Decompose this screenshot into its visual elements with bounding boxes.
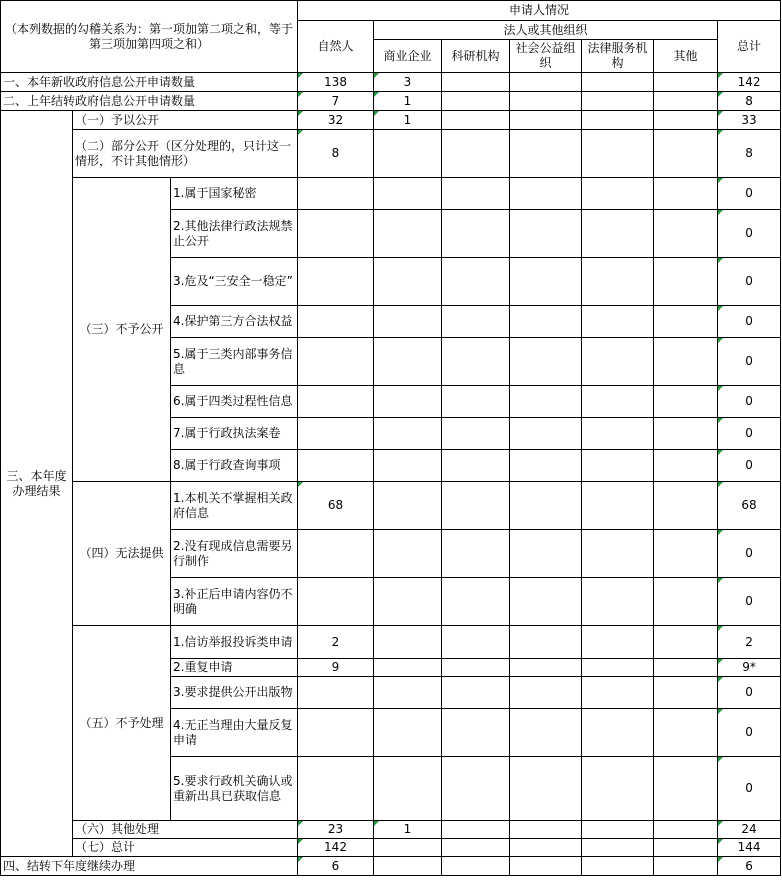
row-label: 2.没有现成信息需要另行制作: [171, 530, 298, 578]
cell-value: [654, 757, 718, 821]
row-label: 四、结转下年度继续办理: [1, 857, 298, 876]
cell-value: [510, 709, 582, 757]
cell-value: [374, 659, 442, 677]
cell-value: [374, 709, 442, 757]
cell-value: [582, 111, 654, 130]
table-row: [1, 857, 781, 876]
cell-value: [442, 578, 510, 626]
cell-value: [582, 338, 654, 386]
cell-value: [298, 338, 374, 386]
cell-value: [654, 578, 718, 626]
cell-value: [442, 178, 510, 210]
cell-value: [582, 857, 654, 876]
cell-value: [298, 450, 374, 482]
header-legal-group: 法人或其他组织: [374, 21, 718, 40]
cell-value: 0: [718, 578, 781, 626]
cell-value: [298, 677, 374, 709]
cell-value: [582, 530, 654, 578]
cell-value: [298, 757, 374, 821]
cell-value: 0: [718, 450, 781, 482]
cell-value: [510, 338, 582, 386]
cell-value: [510, 418, 582, 450]
cell-value: [442, 709, 510, 757]
cell-value: [374, 450, 442, 482]
cell-value: [442, 92, 510, 111]
cell-value: 6: [298, 857, 374, 876]
cell-value: 0: [718, 757, 781, 821]
group-label: （五）不予处理: [73, 626, 171, 821]
cell-value: [510, 530, 582, 578]
cell-value: [654, 210, 718, 258]
cell-value: [654, 92, 718, 111]
cell-value: [582, 210, 654, 258]
cell-value: [374, 626, 442, 659]
cell-value: 0: [718, 677, 781, 709]
cell-value: [654, 418, 718, 450]
cell-value: [442, 857, 510, 876]
cell-value: [582, 92, 654, 111]
cell-value: [374, 306, 442, 338]
cell-value: [298, 709, 374, 757]
cell-value: [582, 677, 654, 709]
cell-value: [374, 418, 442, 450]
cell-value: [582, 418, 654, 450]
cell-value: [654, 857, 718, 876]
cell-value: [582, 258, 654, 306]
header-note: （本列数据的勾稽关系为：第一项加第二项之和，等于第三项加第四项之和）: [1, 1, 298, 73]
cell-value: [654, 450, 718, 482]
cell-value: 0: [718, 306, 781, 338]
cell-value: [654, 659, 718, 677]
cell-value: [298, 578, 374, 626]
row-label: （六）其他处理: [73, 821, 298, 839]
group-label: （四）无法提供: [73, 482, 171, 626]
row-label: 7.属于行政执法案卷: [171, 418, 298, 450]
cell-value: [298, 258, 374, 306]
header-legal-col: 社会公益组织: [510, 40, 582, 73]
cell-value: [582, 757, 654, 821]
cell-value: [654, 677, 718, 709]
cell-value: [510, 178, 582, 210]
cell-value: [510, 757, 582, 821]
cell-value: [510, 626, 582, 659]
table-row: [1, 73, 781, 92]
cell-value: 0: [718, 418, 781, 450]
table-row: [1, 111, 781, 130]
row-label: 2.重复申请: [171, 659, 298, 677]
cell-value: [442, 659, 510, 677]
cell-value: [374, 839, 442, 857]
cell-value: 2: [718, 626, 781, 659]
row-label: 1.信访举报投诉类申请: [171, 626, 298, 659]
cell-value: [582, 386, 654, 418]
table-row: [1, 821, 781, 839]
cell-value: 144: [718, 839, 781, 857]
row-label: （一）予以公开: [73, 111, 298, 130]
cell-value: [442, 482, 510, 530]
cell-value: [582, 709, 654, 757]
row-label: 6.属于四类过程性信息: [171, 386, 298, 418]
table-row: [1, 92, 781, 111]
row-label: 8.属于行政查询事项: [171, 450, 298, 482]
cell-value: [654, 178, 718, 210]
cell-value: 23: [298, 821, 374, 839]
row-label: 3.要求提供公开出版物: [171, 677, 298, 709]
header-legal-col: 商业企业: [374, 40, 442, 73]
row-label: 4.无正当理由大量反复申请: [171, 709, 298, 757]
cell-value: 0: [718, 178, 781, 210]
cell-value: [654, 821, 718, 839]
cell-value: [510, 450, 582, 482]
table-row: [1, 626, 781, 659]
cell-value: [510, 482, 582, 530]
cell-value: [582, 178, 654, 210]
cell-value: 32: [298, 111, 374, 130]
cell-value: [510, 92, 582, 111]
cell-value: 1: [374, 821, 442, 839]
row-label: 1.属于国家秘密: [171, 178, 298, 210]
table-row: [1, 839, 781, 857]
cell-value: [442, 450, 510, 482]
cell-value: 0: [718, 258, 781, 306]
cell-value: [374, 530, 442, 578]
cell-value: [442, 757, 510, 821]
row-label: （七）总计: [73, 839, 298, 857]
cell-value: [442, 821, 510, 839]
row-label: 5.要求行政机关确认或重新出具已获取信息: [171, 757, 298, 821]
cell-value: 138: [298, 73, 374, 92]
cell-value: [510, 821, 582, 839]
cell-value: [442, 677, 510, 709]
cell-value: [654, 130, 718, 178]
row-label: 一、本年新收政府信息公开申请数量: [1, 73, 298, 92]
cell-value: [374, 757, 442, 821]
cell-value: [510, 386, 582, 418]
cell-value: [442, 626, 510, 659]
cell-value: [510, 306, 582, 338]
cell-value: [374, 386, 442, 418]
cell-value: [374, 677, 442, 709]
cell-value: [582, 130, 654, 178]
cell-value: [654, 386, 718, 418]
cell-value: [510, 111, 582, 130]
cell-value: 8: [298, 130, 374, 178]
row-label: （二）部分公开（区分处理的，只计这一情形，不计其他情形）: [73, 130, 298, 178]
header-legal-col: 其他: [654, 40, 718, 73]
cell-value: [374, 130, 442, 178]
cell-value: [442, 338, 510, 386]
header-natural-person: 自然人: [298, 21, 374, 73]
cell-value: [654, 626, 718, 659]
cell-value: 0: [718, 709, 781, 757]
cell-value: [442, 386, 510, 418]
cell-value: 3: [374, 73, 442, 92]
cell-value: [442, 210, 510, 258]
cell-value: 0: [718, 386, 781, 418]
row-label: 二、上年结转政府信息公开申请数量: [1, 92, 298, 111]
cell-value: 0: [718, 530, 781, 578]
cell-value: [374, 178, 442, 210]
cell-value: [654, 839, 718, 857]
cell-value: [510, 677, 582, 709]
cell-value: 9: [298, 659, 374, 677]
cell-value: [510, 659, 582, 677]
cell-value: [654, 482, 718, 530]
cell-value: [582, 821, 654, 839]
header-applicant: 申请人情况: [298, 1, 781, 21]
cell-value: 24: [718, 821, 781, 839]
row-label: 4.保护第三方合法权益: [171, 306, 298, 338]
cell-value: [298, 306, 374, 338]
cell-value: 142: [718, 73, 781, 92]
cell-value: [442, 111, 510, 130]
row-label: 5.属于三类内部事务信息: [171, 338, 298, 386]
cell-value: [510, 857, 582, 876]
cell-value: 142: [298, 839, 374, 857]
cell-value: [510, 73, 582, 92]
cell-value: [654, 258, 718, 306]
cell-value: 0: [718, 210, 781, 258]
cell-value: [442, 306, 510, 338]
cell-value: [654, 530, 718, 578]
section3-label: 三、本年度办理结果: [1, 111, 73, 857]
row-label: 2.其他法律行政法规禁止公开: [171, 210, 298, 258]
cell-value: 1: [374, 92, 442, 111]
cell-value: [510, 258, 582, 306]
cell-value: 33: [718, 111, 781, 130]
cell-value: [298, 178, 374, 210]
cell-value: 7: [298, 92, 374, 111]
cell-value: [374, 482, 442, 530]
header-legal-col: 法律服务机构: [582, 40, 654, 73]
cell-value: 8: [718, 130, 781, 178]
header-total: 总计: [718, 21, 781, 73]
cell-value: [442, 130, 510, 178]
cell-value: 68: [298, 482, 374, 530]
cell-value: [582, 578, 654, 626]
cell-value: [510, 578, 582, 626]
cell-value: [298, 418, 374, 450]
table-row: [1, 130, 781, 178]
cell-value: [374, 258, 442, 306]
cell-value: 6: [718, 857, 781, 876]
cell-value: [298, 386, 374, 418]
row-label: 3.补正后申请内容仍不明确: [171, 578, 298, 626]
cell-value: 2: [298, 626, 374, 659]
cell-value: [582, 626, 654, 659]
cell-value: [582, 450, 654, 482]
cell-value: 8: [718, 92, 781, 111]
cell-value: [374, 338, 442, 386]
cell-value: [374, 857, 442, 876]
cell-value: 68: [718, 482, 781, 530]
cell-value: [582, 839, 654, 857]
cell-value: [654, 111, 718, 130]
cell-value: [442, 530, 510, 578]
table-row: [1, 178, 781, 210]
row-label: 3.危及“三安全一稳定”: [171, 258, 298, 306]
cell-value: [654, 73, 718, 92]
cell-value: [582, 306, 654, 338]
cell-value: [374, 210, 442, 258]
cell-value: [442, 258, 510, 306]
cell-value: [374, 578, 442, 626]
table-row: [1, 482, 781, 530]
cell-value: [582, 73, 654, 92]
cell-value: [298, 210, 374, 258]
header-legal-col: 科研机构: [442, 40, 510, 73]
cell-value: [442, 839, 510, 857]
cell-value: [654, 306, 718, 338]
cell-value: [510, 210, 582, 258]
cell-value: [442, 418, 510, 450]
group-label: （三）不予公开: [73, 178, 171, 482]
cell-value: 9*: [718, 659, 781, 677]
cell-value: [510, 839, 582, 857]
cell-value: 1: [374, 111, 442, 130]
cell-value: [510, 130, 582, 178]
cell-value: [582, 482, 654, 530]
cell-value: [654, 709, 718, 757]
cell-value: 0: [718, 338, 781, 386]
cell-value: [654, 338, 718, 386]
cell-value: [442, 73, 510, 92]
row-label: 1.本机关不掌握相关政府信息: [171, 482, 298, 530]
cell-value: [298, 530, 374, 578]
cell-value: [582, 659, 654, 677]
